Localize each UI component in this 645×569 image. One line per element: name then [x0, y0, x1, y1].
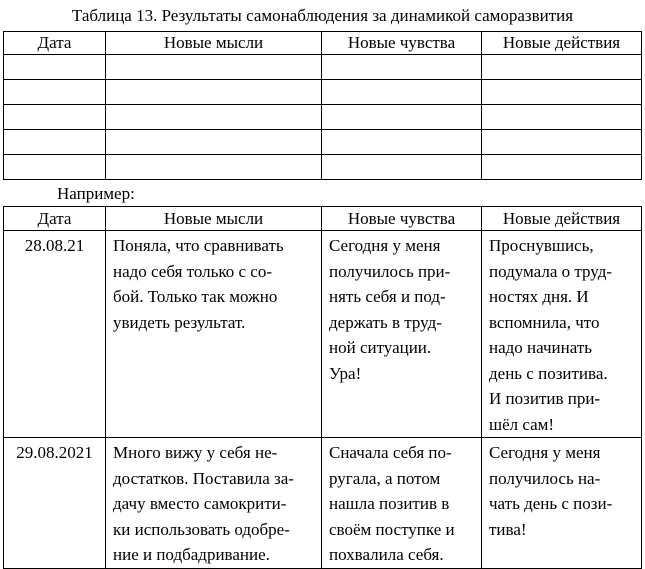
- table-cell: [106, 130, 322, 155]
- text-line: ностях дня. И: [489, 287, 589, 306]
- text-line: нять себя и под-: [329, 287, 446, 306]
- feelings-cell: [322, 231, 482, 438]
- table-cell: [106, 55, 322, 80]
- header-actions: Новые действия: [482, 207, 642, 231]
- table-cell: [322, 80, 482, 105]
- table-cell: [106, 105, 322, 130]
- thoughts-cell: [106, 231, 322, 438]
- example-label: Например:: [57, 184, 135, 203]
- text-line: ругала, а потом: [329, 468, 441, 488]
- text-line: шёл сам!: [489, 414, 555, 434]
- text-line: держать в труд-: [329, 312, 442, 332]
- text-line: Ура!: [329, 363, 362, 383]
- table-title: Таблица 13. Результаты самонаблюдения за динамикой саморазвития: [71, 6, 574, 25]
- thoughts-cell: [106, 438, 322, 569]
- text-line: похвалила себя.: [329, 545, 444, 564]
- header-thoughts: Новые мысли: [106, 32, 322, 55]
- actions-cell: [482, 231, 642, 438]
- text-line: надо себя только с со-: [113, 261, 273, 281]
- text-line: подумала о труд-: [489, 261, 613, 281]
- header-date: Дата: [4, 207, 106, 231]
- text-line: своём поступке и: [329, 519, 455, 539]
- text-line: Поняла, что сравнивать: [113, 236, 284, 255]
- text-line: получилось на-: [489, 468, 601, 488]
- table-row: [4, 55, 642, 80]
- table-cell: [4, 155, 106, 180]
- header-feelings: Новые чувства: [322, 207, 482, 231]
- table-cell: [322, 155, 482, 180]
- table-row: [4, 80, 642, 105]
- feelings-cell: [322, 438, 482, 569]
- date-cell: 29.08.2021: [4, 438, 106, 569]
- empty-observation-table: [3, 31, 642, 180]
- header-actions: Новые действия: [482, 32, 642, 55]
- text-line: вспомнила, что: [489, 312, 600, 332]
- text-line: достатков. Поставила за-: [113, 468, 294, 488]
- text-line: дачу вместо самокрити-: [113, 494, 287, 513]
- text-line: Сегодня у меня: [329, 236, 441, 255]
- table-cell: [4, 55, 106, 80]
- table-cell: [482, 155, 642, 180]
- table-cell: [482, 130, 642, 155]
- example-observation-table: [3, 206, 642, 569]
- table-cell: [4, 80, 106, 105]
- actions-cell: [482, 438, 642, 569]
- text-line: нашла позитив в: [329, 494, 450, 513]
- text-line: ной ситуации.: [329, 338, 432, 357]
- text-line: Сегодня у меня: [489, 443, 601, 462]
- text-line: надо начинать: [489, 338, 593, 357]
- text-line: Сначала себя по-: [329, 443, 452, 462]
- table-cell: [106, 80, 322, 105]
- text-line: увидеть результат.: [113, 312, 246, 332]
- table-header-row: [4, 207, 642, 231]
- table-row: [4, 130, 642, 155]
- text-line: ние и подбадривание.: [113, 545, 270, 564]
- date-cell: 28.08.21: [4, 231, 106, 438]
- table-cell: [482, 80, 642, 105]
- table-header-row: [4, 32, 642, 55]
- text-line: бой. Только так можно: [113, 287, 278, 306]
- table-row: [4, 438, 642, 569]
- table-cell: [4, 130, 106, 155]
- text-line: тива!: [489, 519, 527, 539]
- table-row: [4, 231, 642, 438]
- text-line: Много вижу у себя не-: [113, 443, 278, 462]
- table-cell: [106, 155, 322, 180]
- text-line: день с позитива.: [489, 363, 608, 383]
- table-cell: [482, 55, 642, 80]
- text-line: И позитив при-: [489, 389, 601, 408]
- table-cell: [322, 130, 482, 155]
- text-line: получилось при-: [329, 261, 451, 281]
- table-cell: [322, 105, 482, 130]
- table-cell: [4, 105, 106, 130]
- text-line: ки использовать одобре-: [113, 519, 290, 539]
- table-row: [4, 105, 642, 130]
- header-feelings: Новые чувства: [322, 32, 482, 55]
- header-thoughts: Новые мысли: [106, 207, 322, 231]
- text-line: чать день с пози-: [489, 494, 613, 513]
- table-row: [4, 155, 642, 180]
- text-line: Проснувшись,: [489, 236, 594, 255]
- header-date: Дата: [4, 32, 106, 55]
- table-cell: [482, 105, 642, 130]
- table-cell: [322, 55, 482, 80]
